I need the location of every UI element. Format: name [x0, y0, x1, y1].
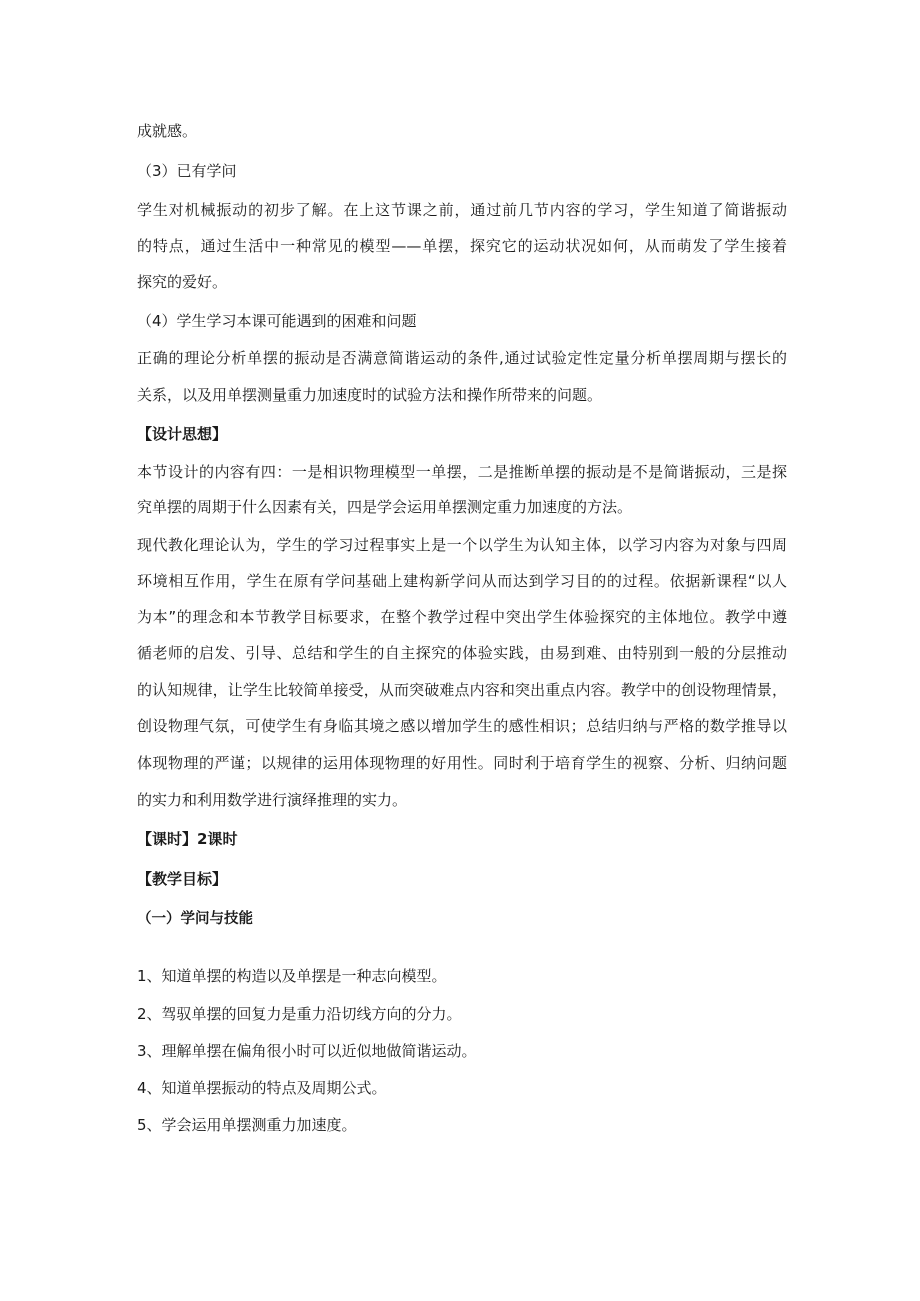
paragraph-line: 的实力和利用数学进行演绎推理的实力。	[137, 791, 408, 809]
section-heading: （3）已有学问	[137, 162, 237, 180]
section-title: 【课时】2课时	[137, 830, 238, 848]
paragraph-line: 体现物理的严谨；以规律的运用体现物理的好用性。同时利于培育学生的视察、分析、归纳问题	[137, 754, 787, 772]
list-item: 4、知道单摆振动的特点及周期公式。	[137, 1079, 387, 1097]
list-item: 1、知道单摆的构造以及单摆是一种志向模型。	[137, 967, 447, 985]
section-heading: （4）学生学习本课可能遇到的困难和问题	[137, 312, 417, 330]
paragraph-line: 究单摆的周期于什么因素有关，四是学会运用单摆测定重力加速度的方法。	[137, 498, 633, 516]
subsection-heading: （一）学问与技能	[137, 911, 253, 927]
paragraph-line: 创设物理气氛，可使学生有身临其境之感以增加学生的感性相识；总结归纳与严格的数学推导以	[137, 717, 787, 735]
paragraph-line: 循老师的启发、引导、总结和学生的自主探究的体验实践，由易到难、由特别到一般的分层推动	[137, 644, 787, 662]
paragraph-line: 的认知规律，让学生比较简单接受，从而突破难点内容和突出重点内容。教学中的创设物理情景，	[137, 681, 787, 699]
paragraph-line: 探究的爱好。	[137, 273, 228, 291]
paragraph-line: 的特点，通过生活中一种常见的模型——单摆，探究它的运动状况如何，从而萌发了学生接着	[137, 237, 787, 255]
paragraph-line: 环境相互作用，学生在原有学问基础上建构新学问从而达到学习目的的过程。依据新课程“以人	[137, 572, 787, 590]
section-title: 【教学目标】	[137, 870, 228, 888]
list-item: 2、驾驭单摆的回复力是重力沿切线方向的分力。	[137, 1005, 462, 1023]
section-title: 【设计思想】	[137, 425, 228, 443]
paragraph-line: 为本”的理念和本节教学目标要求，在整个教学过程中突出学生体验探究的主体地位。教学中遵	[137, 608, 787, 626]
list-item: 5、学会运用单摆测重力加速度。	[137, 1116, 357, 1134]
paragraph-line: 成就感。	[137, 122, 198, 140]
paragraph-line: 现代教化理论认为，学生的学习过程事实上是一个以学生为认知主体，以学习内容为对象与四周	[137, 536, 787, 554]
list-item: 3、理解单摆在偏角很小时可以近似地做简谐运动。	[137, 1042, 477, 1060]
paragraph-line: 关系，以及用单摆测量重力加速度时的试验方法和操作所带来的问题。	[137, 386, 603, 404]
paragraph-line: 正确的理论分析单摆的振动是否满意简谐运动的条件,通过试验定性定量分析单摆周期与摆长的	[137, 349, 787, 367]
paragraph-line: 本节设计的内容有四：一是相识物理模型一单摆，二是推断单摆的振动是不是简谐振动，三是探	[137, 463, 787, 481]
paragraph-line: 学生对机械振动的初步了解。在上这节课之前，通过前几节内容的学习，学生知道了简谐振动	[137, 201, 787, 219]
